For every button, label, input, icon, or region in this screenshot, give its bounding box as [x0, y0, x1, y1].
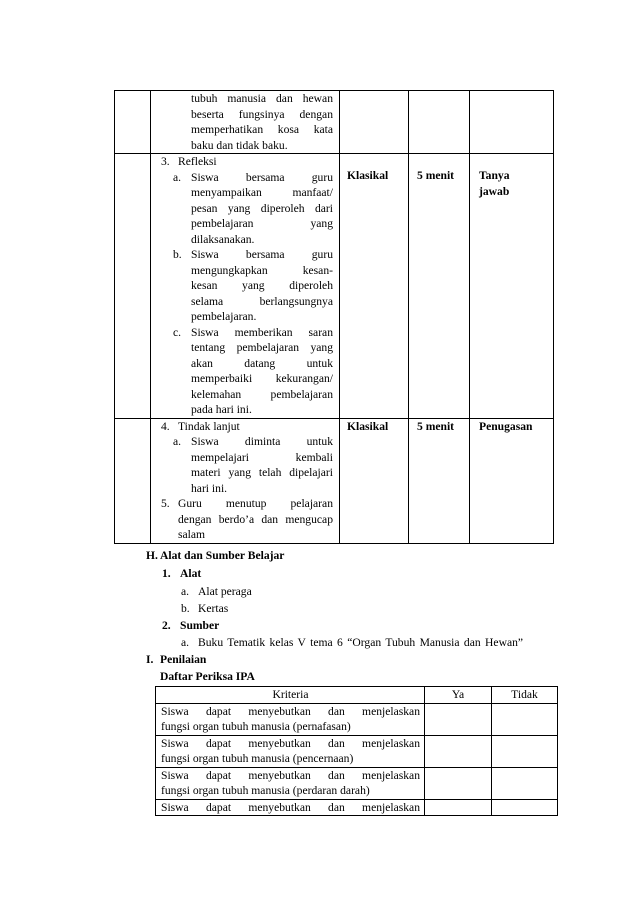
method-cell: Klasikal — [340, 154, 409, 419]
section-h-sub2-heading: 2. Sumber — [162, 619, 220, 632]
table-cell-empty — [340, 91, 409, 154]
table-row — [115, 91, 554, 154]
text-line: memperhatikan kosa kata — [191, 123, 333, 136]
time-cell: 5 menit — [409, 154, 470, 419]
list-item: a. Buku Tematik kelas V tema 6 “Organ Tubuh Manusia dan Hewan” — [181, 636, 524, 649]
activity-description-cell — [151, 154, 340, 419]
header-ya: Ya — [425, 687, 492, 704]
method-cell: Klasikal — [340, 418, 409, 543]
section-i-heading: I. Penilaian — [146, 653, 207, 666]
section-h-sub1-heading: 1. Alat — [162, 567, 202, 580]
header-tidak: Tidak — [492, 687, 558, 704]
step-five: 5. Guru menutup pelajaran dengan berdo’a dan mengucap salam — [161, 497, 333, 541]
table-cell-empty — [115, 91, 151, 154]
activity-type-cell: Penugasan — [470, 418, 554, 543]
section-i-subtitle: Daftar Periksa IPA — [160, 670, 255, 683]
time-cell: 5 menit — [409, 418, 470, 543]
activity-type-cell: Tanya jawab — [470, 154, 554, 419]
tidak-checkbox-cell[interactable] — [492, 735, 558, 767]
ya-checkbox-cell[interactable] — [425, 799, 492, 816]
criteria-cell: Siswa dapat menyebutkan dan menjelaskan fungsi organ tubuh manusia (pencernaan) — [156, 735, 425, 767]
section-h-heading: H. Alat dan Sumber Belajar — [146, 549, 285, 562]
table-cell-empty — [115, 418, 151, 543]
list-item: a. Alat peraga — [181, 585, 252, 598]
tidak-checkbox-cell[interactable] — [492, 799, 558, 816]
criteria-checklist-table — [155, 686, 558, 816]
step-heading: 4. Tindak lanjut — [161, 419, 240, 433]
ya-checkbox-cell[interactable] — [425, 703, 492, 735]
table-row — [115, 154, 554, 419]
header-kriteria: Kriteria — [156, 687, 425, 704]
text-line: tubuh manusia dan hewan — [191, 92, 333, 105]
criteria-cell: Siswa dapat menyebutkan dan menjelaskan — [156, 799, 425, 816]
ya-checkbox-cell[interactable] — [425, 767, 492, 799]
text-line: baku dan tidak baku. — [191, 138, 288, 152]
text-line: beserta fungsinya dengan — [191, 107, 333, 121]
table-row — [156, 703, 558, 735]
list-item: b. Kertas — [181, 602, 229, 615]
table-row — [156, 735, 558, 767]
list-item: a. Siswa bersama guru menyampaikan manfaat/ pesan yang diperoleh dari pembelajaran yang dilaksanakan. — [173, 170, 333, 246]
list-item: a. Siswa diminta untuk mempelajari kembali materi yang telah dipelajari hari ini. — [173, 435, 333, 495]
list-item: b. Siswa bersama guru mengungkapkan kesan- kesan yang diperoleh selama berlangsungnya pembelajaran. — [173, 248, 333, 323]
ya-checkbox-cell[interactable] — [425, 735, 492, 767]
criteria-cell: Siswa dapat menyebutkan dan menjelaskan fungsi organ tubuh manusia (perdaran darah) — [156, 767, 425, 799]
table-cell-empty — [115, 154, 151, 419]
activity-description-cell — [151, 418, 340, 543]
table-row — [115, 418, 554, 543]
step-heading: 3. Refleksi — [161, 155, 217, 168]
lesson-activities-table — [114, 90, 554, 544]
table-cell-empty — [470, 91, 554, 154]
table-cell-empty — [409, 91, 470, 154]
list-item: c. Siswa memberikan saran tentang pembelajaran yang akan datang untuk memperbaiki kekurangan/ kelemahan pembelajaran pada hari ini. — [173, 325, 333, 416]
tidak-checkbox-cell[interactable] — [492, 767, 558, 799]
criteria-cell: Siswa dapat menyebutkan dan menjelaskan fungsi organ tubuh manusia (pernafasan) — [156, 703, 425, 735]
table-header-row — [156, 687, 558, 704]
table-row — [156, 799, 558, 816]
table-row — [156, 767, 558, 799]
tidak-checkbox-cell[interactable] — [492, 703, 558, 735]
activity-description-cell — [151, 91, 340, 154]
